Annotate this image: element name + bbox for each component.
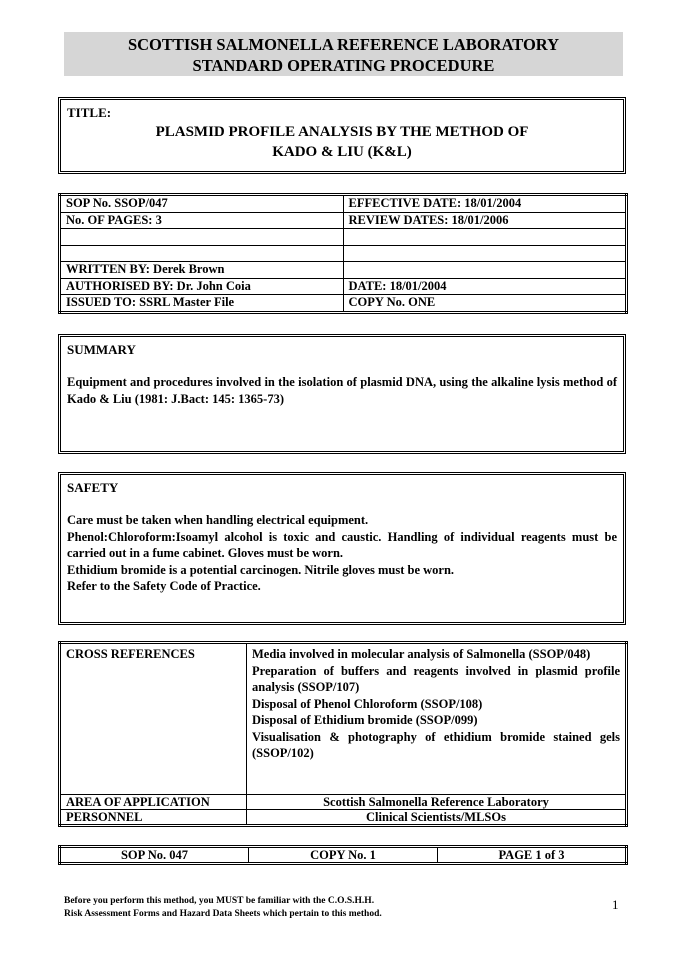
- table-row: [60, 643, 627, 795]
- procedure-type: STANDARD OPERATING PROCEDURE: [192, 56, 495, 75]
- table-row: [60, 810, 627, 826]
- lab-name: SCOTTISH SALMONELLA REFERENCE LABORATORY: [127, 35, 560, 54]
- effective-date: EFFECTIVE DATE: 18/01/2004: [343, 195, 627, 213]
- table-row: [60, 795, 627, 810]
- safety-section: [58, 472, 626, 625]
- issued-to: ISSUED TO: SSRL Master File: [60, 295, 344, 313]
- table-row: [60, 262, 627, 279]
- number-of-pages: No. OF PAGES: 3: [60, 212, 344, 229]
- empty-cell: [343, 229, 627, 246]
- document-title: [61, 122, 623, 162]
- table-row: [60, 847, 627, 864]
- authorised-by: AUTHORISED BY: Dr. John Coia: [60, 278, 344, 295]
- safety-text: [67, 512, 617, 595]
- safety-heading: SAFETY: [67, 480, 119, 495]
- copy-number: COPY No. ONE: [343, 295, 627, 313]
- safety-line: Ethidium bromide is a potential carcinogen. Nitrile gloves must be worn.: [67, 562, 455, 577]
- title-line-2: KADO & LIU (K&L): [272, 144, 412, 160]
- table-row: [60, 212, 627, 229]
- sop-info-table: [58, 193, 628, 314]
- coshh-notice-line: Risk Assessment Forms and Hazard Data Sheets which pertain to this method.: [64, 909, 382, 919]
- cross-references-table: [58, 641, 628, 827]
- coshh-notice-line: Before you perform this method, you MUST be familiar with the C.O.S.H.H.: [64, 896, 375, 906]
- table-row: [60, 245, 627, 262]
- cross-reference-item: Disposal of Ethidium bromide (SSOP/099): [252, 713, 478, 727]
- summary-heading: SUMMARY: [67, 342, 136, 357]
- empty-cell: [60, 229, 344, 246]
- table-row: [60, 229, 627, 246]
- footer-page-indicator: PAGE 1 of 3: [438, 847, 627, 864]
- area-of-application-value: Scottish Salmonella Reference Laboratory: [247, 795, 627, 810]
- table-row: [60, 295, 627, 313]
- safety-line: Care must be taken when handling electrical equipment.: [67, 513, 369, 527]
- coshh-notice: [64, 895, 544, 921]
- summary-section: [58, 334, 626, 454]
- summary-text: [67, 374, 617, 407]
- cross-reference-item: Preparation of buffers and reagents involved in plasmid profile analysis (SSOP/107): [252, 663, 620, 694]
- written-by: WRITTEN BY: Derek Brown: [60, 262, 344, 279]
- cross-references-label: CROSS REFERENCES: [60, 643, 247, 795]
- table-row: [60, 195, 627, 213]
- sop-number: SOP No. SSOP/047: [60, 195, 344, 213]
- authorisation-date: DATE: 18/01/2004: [343, 278, 627, 295]
- empty-cell: [343, 245, 627, 262]
- personnel-value: Clinical Scientists/MLSOs: [247, 810, 627, 826]
- safety-line: Phenol:Chloroform:Isoamyl alcohol is toxic and caustic. Handling of individual reagents must be carried out in a fume cabinet. Gloves must be worn.: [67, 529, 617, 560]
- footer-copy-number: COPY No. 1: [249, 847, 438, 864]
- title-line-1: PLASMID PROFILE ANALYSIS BY THE METHOD OF: [155, 124, 529, 140]
- page-number: 1: [612, 897, 619, 912]
- table-row: [60, 278, 627, 295]
- cross-reference-item: Visualisation & photography of ethidium bromide stained gels (SSOP/102): [252, 729, 620, 760]
- review-dates: REVIEW DATES: 18/01/2006: [343, 212, 627, 229]
- page-footer-bar: [58, 845, 628, 865]
- cross-references-list: [247, 643, 627, 795]
- document-header: [64, 32, 623, 76]
- empty-cell: [60, 245, 344, 262]
- summary-paragraph: Equipment and procedures involved in the isolation of plasmid DNA, using the alkaline lysis method of Kado & Liu (1981: J.Bact: 145: 1365-73): [67, 375, 617, 406]
- empty-cell: [343, 262, 627, 279]
- title-box: [58, 97, 626, 174]
- area-of-application-label: AREA OF APPLICATION: [60, 795, 247, 810]
- title-label: TITLE:: [67, 105, 112, 120]
- cross-reference-item: Disposal of Phenol Chloroform (SSOP/108): [252, 696, 483, 711]
- footer-sop-number: SOP No. 047: [60, 847, 249, 864]
- safety-line: Refer to the Safety Code of Practice.: [67, 579, 261, 593]
- personnel-label: PERSONNEL: [60, 810, 247, 826]
- cross-reference-item: Media involved in molecular analysis of Salmonella (SSOP/048): [252, 647, 591, 661]
